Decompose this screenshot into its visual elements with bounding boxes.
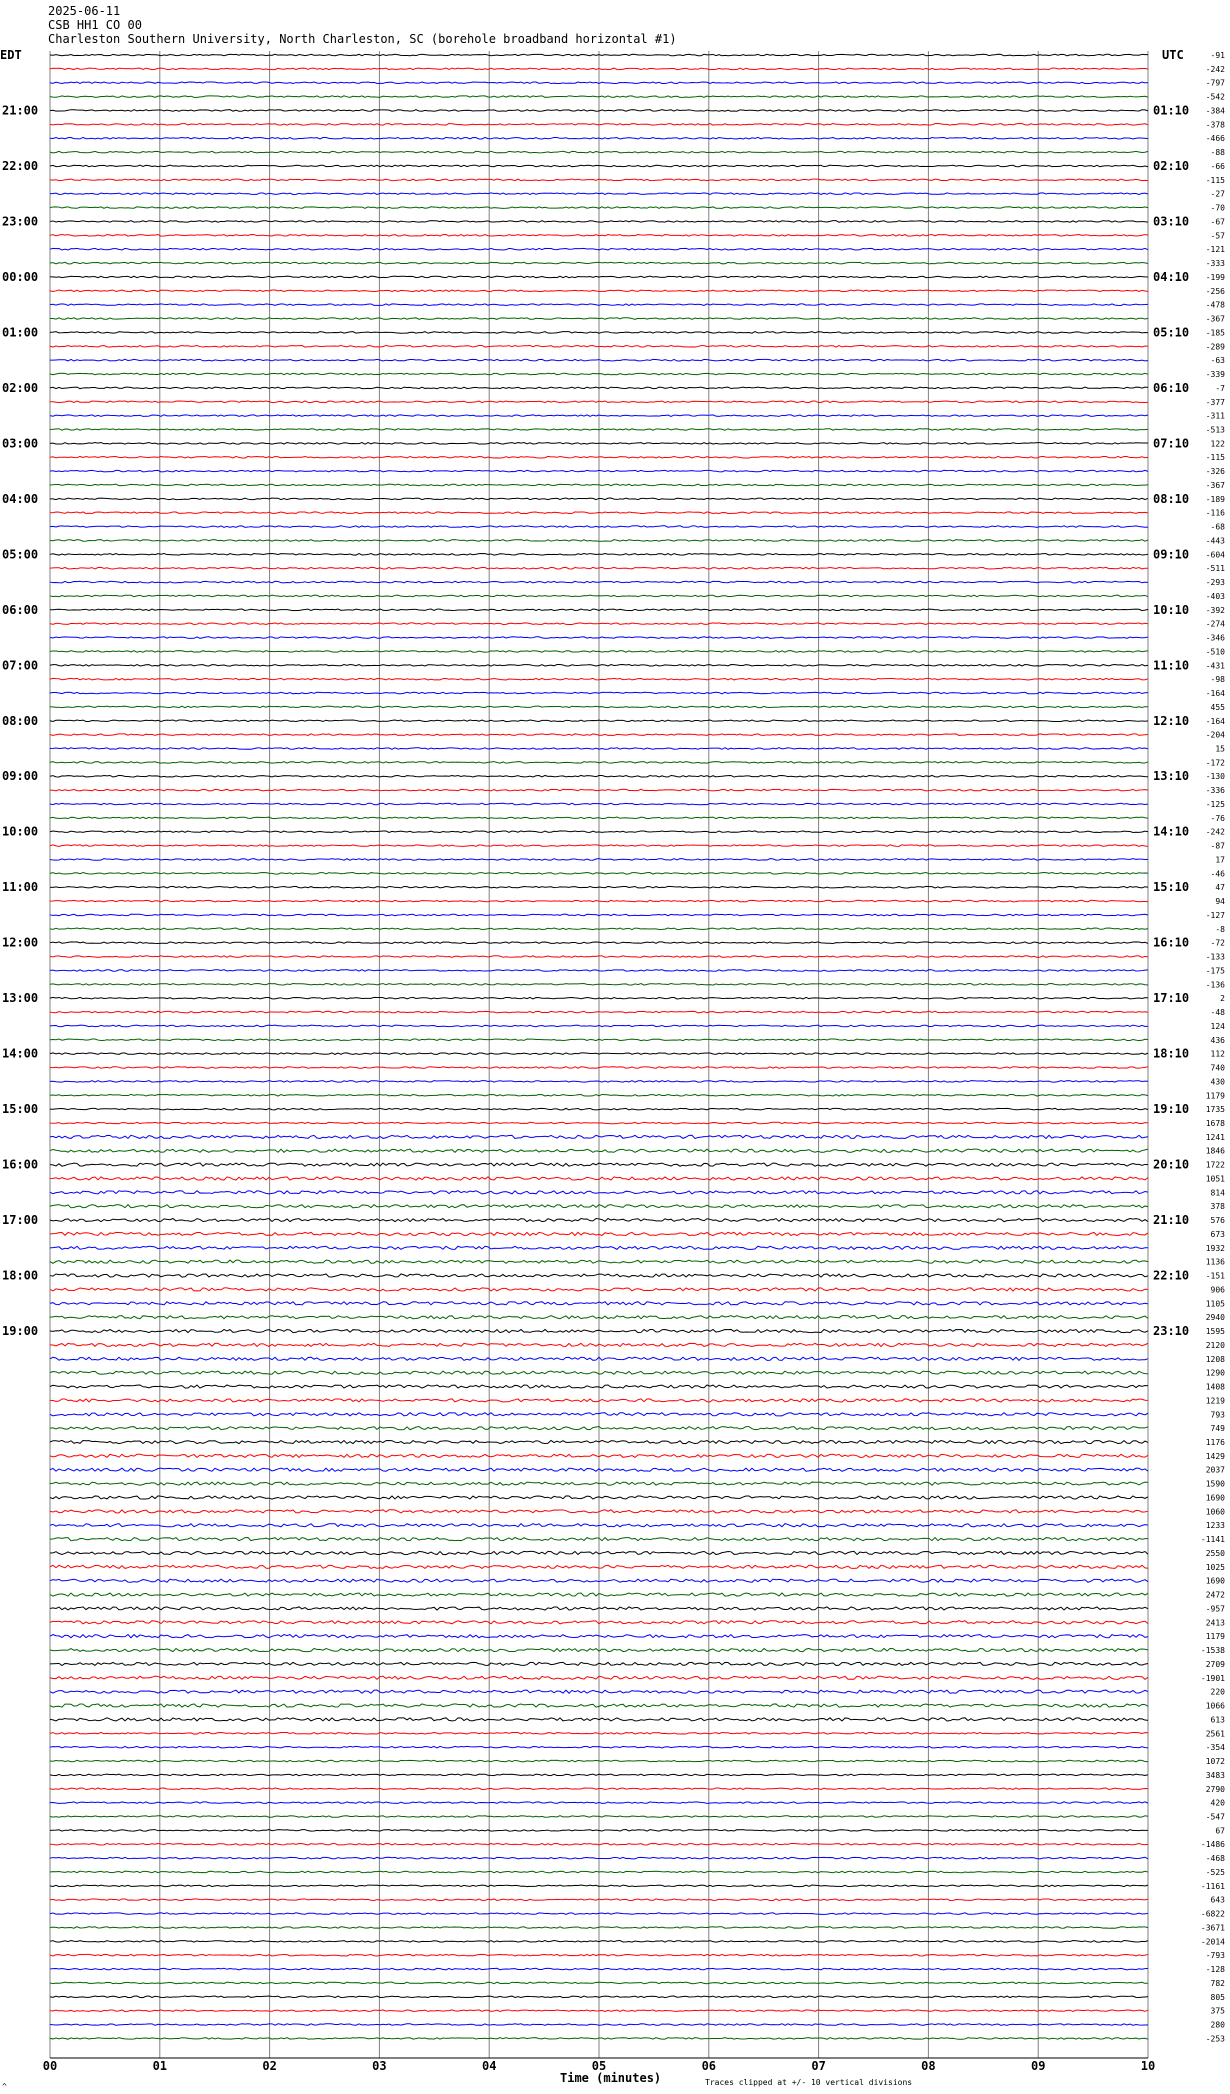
trace-offset-label: 1678 (1205, 1118, 1225, 1128)
right-hour-label: 14:10 (1153, 824, 1190, 839)
trace-offset-label: 112 (1210, 1049, 1225, 1059)
left-hour-label: 19:00 (2, 1324, 39, 1339)
trace-offset-label: -125 (1205, 799, 1225, 809)
trace-offset-label: -242 (1205, 827, 1225, 837)
trace-offset-label: -121 (1205, 245, 1225, 255)
trace-offset-label: 1408 (1205, 1382, 1225, 1392)
trace-offset-label: -957 (1205, 1604, 1225, 1614)
trace-offset-label: -431 (1205, 661, 1225, 671)
trace-offset-label: -67 (1210, 217, 1225, 227)
trace-offset-label: -242 (1205, 64, 1225, 74)
trace-offset-label: -1486 (1200, 1840, 1225, 1850)
trace-offset-label: 124 (1210, 1021, 1225, 1031)
trace-offset-label: -91 (1210, 51, 1225, 60)
right-hour-label: 07:10 (1153, 436, 1190, 451)
trace-offset-label: 2790 (1205, 1784, 1225, 1794)
trace-offset-label: 2561 (1205, 1729, 1225, 1739)
trace-offset-label: 1241 (1205, 1132, 1225, 1142)
location-label: Charleston Southern University, North Charleston, SC (borehole broadband horizontal #1) (48, 32, 677, 46)
trace-offset-label: -367 (1205, 314, 1225, 324)
left-hour-label: 05:00 (2, 547, 39, 562)
trace-offset-label: -130 (1205, 772, 1225, 782)
trace-offset-label: 1060 (1205, 1507, 1225, 1517)
trace-offset-label: 1690 (1205, 1576, 1225, 1586)
right-hour-label: 10:10 (1153, 602, 1190, 617)
trace-offset-label: -116 (1205, 508, 1225, 518)
right-hour-label: 16:10 (1153, 935, 1190, 950)
right-hour-label: 22:10 (1153, 1268, 1190, 1283)
trace-offset-label: -87 (1210, 841, 1225, 851)
right-hour-label: 17:10 (1153, 991, 1190, 1006)
left-hour-label: 00:00 (2, 269, 39, 284)
right-hour-label: 18:10 (1153, 1046, 1190, 1061)
trace-offset-label: -326 (1205, 467, 1225, 477)
trace-offset-label: 280 (1210, 2020, 1225, 2030)
trace-offset-label: -797 (1205, 78, 1225, 88)
left-hour-label: 18:00 (2, 1268, 39, 1283)
right-timezone-label: UTC (1162, 48, 1184, 62)
left-hour-label: 09:00 (2, 769, 39, 784)
trace-offset-label: 1219 (1205, 1396, 1225, 1406)
trace-offset-label: 375 (1210, 2006, 1225, 2016)
trace-offset-label: -333 (1205, 259, 1225, 269)
trace-offset-label: 455 (1210, 702, 1225, 712)
trace-offset-label: -133 (1205, 952, 1225, 962)
trace-offset-label: 420 (1210, 1798, 1225, 1808)
right-hour-label: 03:10 (1153, 214, 1190, 229)
trace-offset-label: 673 (1210, 1229, 1225, 1239)
x-tick-label: 09 (1030, 2059, 1046, 2073)
trace-offset-label: 814 (1210, 1188, 1225, 1198)
trace-offset-label: -367 (1205, 480, 1225, 490)
trace-offset-label: 1735 (1205, 1105, 1225, 1115)
trace-offset-label: 15 (1215, 744, 1225, 754)
trace-offset-label: -66 (1210, 161, 1225, 171)
trace-offset-label: -1538 (1200, 1646, 1225, 1656)
trace-offset-label: 1932 (1205, 1243, 1225, 1253)
right-hour-label: 19:10 (1153, 1102, 1190, 1117)
trace-offset-label: 436 (1210, 1035, 1225, 1045)
trace-offset-label: -8 (1215, 924, 1225, 934)
left-hour-label: 16:00 (2, 1157, 39, 1172)
right-hour-label: 06:10 (1153, 380, 1190, 395)
x-tick-label: 07 (811, 2059, 826, 2073)
trace-offset-label: -377 (1205, 397, 1225, 407)
right-hour-label: 15:10 (1153, 880, 1190, 895)
right-hour-label: 05:10 (1153, 325, 1190, 340)
trace-offset-label: -172 (1205, 758, 1225, 768)
right-hour-label: 02:10 (1153, 158, 1190, 173)
left-hour-label: 13:00 (2, 991, 39, 1006)
trace-offset-label: 430 (1210, 1077, 1225, 1087)
left-hour-label: 15:00 (2, 1102, 39, 1117)
left-hour-label: 04:00 (2, 491, 39, 506)
trace-offset-label: -510 (1205, 647, 1225, 657)
x-tick-label: 01 (152, 2059, 168, 2073)
x-tick-label: 03 (372, 2059, 387, 2073)
trace-offset-label: -115 (1205, 453, 1225, 463)
trace-offset-label: -1141 (1200, 1535, 1225, 1545)
trace-offset-label: -378 (1205, 120, 1225, 130)
trace-offset-label: 1590 (1205, 1479, 1225, 1489)
left-hour-label: 03:00 (2, 436, 39, 451)
trace-offset-label: -88 (1210, 148, 1225, 158)
trace-offset-label: 1051 (1205, 1174, 1225, 1184)
trace-offset-label: -346 (1205, 633, 1225, 643)
x-tick-label: 06 (701, 2059, 717, 2073)
trace-offset-label: 576 (1210, 1216, 1225, 1226)
trace-offset-label: -289 (1205, 342, 1225, 352)
trace-offset-label: 1846 (1205, 1146, 1225, 1156)
trace-offset-label: -293 (1205, 578, 1225, 588)
trace-offset-label: -513 (1205, 425, 1225, 435)
left-hour-label: 07:00 (2, 658, 39, 673)
trace-offset-label: 1179 (1205, 1091, 1225, 1101)
trace-offset-label: -392 (1205, 605, 1225, 615)
trace-offset-label: -511 (1205, 564, 1225, 574)
right-hour-label: 08:10 (1153, 491, 1190, 506)
left-hour-label: 06:00 (2, 602, 39, 617)
x-tick-label: 08 (921, 2059, 936, 2073)
trace-offset-label: 2550 (1205, 1548, 1225, 1558)
left-hour-label: 22:00 (2, 158, 39, 173)
trace-offset-label: 2472 (1205, 1590, 1225, 1600)
left-timezone-label: EDT (0, 48, 22, 62)
left-hour-label: 23:00 (2, 214, 39, 229)
trace-offset-label: -466 (1205, 134, 1225, 144)
left-hour-label: 11:00 (2, 880, 39, 895)
trace-offset-label: -68 (1210, 522, 1225, 532)
trace-offset-label: -3671 (1200, 1923, 1225, 1933)
trace-offset-label: 1072 (1205, 1757, 1225, 1767)
trace-offset-label: -6822 (1200, 1909, 1225, 1919)
right-hour-label: 21:10 (1153, 1213, 1190, 1228)
trace-offset-label: 793 (1210, 1410, 1225, 1420)
trace-offset-label: -115 (1205, 175, 1225, 185)
trace-offset-label: -443 (1205, 536, 1225, 546)
x-tick-label: 02 (262, 2059, 277, 2073)
trace-offset-label: -793 (1205, 1951, 1225, 1961)
trace-offset-label: 378 (1210, 1202, 1225, 1212)
station-label: CSB HH1 CO 00 (48, 18, 142, 32)
trace-offset-label: -57 (1210, 231, 1225, 241)
trace-offset-label: -175 (1205, 966, 1225, 976)
left-hour-label: 12:00 (2, 935, 39, 950)
trace-offset-label: -151 (1205, 1271, 1225, 1281)
trace-offset-label: -384 (1205, 106, 1225, 116)
trace-offset-label: -354 (1205, 1743, 1225, 1753)
trace-offset-label: 1025 (1205, 1562, 1225, 1572)
right-hour-label: 11:10 (1153, 658, 1190, 673)
trace-offset-label: 1429 (1205, 1451, 1225, 1461)
trace-offset-label: 67 (1215, 1826, 1225, 1836)
right-hour-label: 13:10 (1153, 769, 1190, 784)
trace-offset-label: -76 (1210, 813, 1225, 823)
trace-offset-label: 1290 (1205, 1368, 1225, 1378)
left-hour-label: 08:00 (2, 713, 39, 728)
trace-offset-label: 2709 (1205, 1659, 1225, 1669)
left-hour-label: 17:00 (2, 1213, 39, 1228)
trace-offset-label: 1595 (1205, 1327, 1225, 1337)
trace-offset-label: -98 (1210, 675, 1225, 685)
x-tick-label: 05 (591, 2059, 607, 2073)
date-label: 2025-06-11 (48, 4, 121, 18)
left-hour-label: 02:00 (2, 380, 39, 395)
trace-offset-label: -525 (1205, 1867, 1225, 1877)
trace-offset-label: -547 (1205, 1812, 1225, 1822)
trace-offset-label: -63 (1210, 356, 1225, 366)
trace-offset-label: -542 (1205, 92, 1225, 102)
trace-offset-label: -403 (1205, 591, 1225, 601)
trace-offset-label: -199 (1205, 272, 1225, 282)
right-hour-label: 04:10 (1153, 269, 1190, 284)
trace-offset-label: -185 (1205, 328, 1225, 338)
trace-offset-label: -2014 (1200, 1937, 1225, 1947)
trace-offset-label: 1136 (1205, 1257, 1225, 1267)
trace-offset-label: 220 (1210, 1687, 1225, 1697)
clipping-note: Traces clipped at +/- 10 vertical divisions (705, 2078, 913, 2087)
trace-offset-label: 2413 (1205, 1618, 1225, 1628)
trace-offset-label: -311 (1205, 411, 1225, 421)
trace-offset-label: -70 (1210, 203, 1225, 213)
trace-offset-label: 643 (1210, 1895, 1225, 1905)
trace-offset-label: -164 (1205, 689, 1225, 699)
right-hour-label: 23:10 (1153, 1324, 1190, 1339)
trace-offset-label: -604 (1205, 550, 1225, 560)
left-hour-label: 01:00 (2, 325, 39, 340)
right-hour-label: 20:10 (1153, 1157, 1190, 1172)
trace-offset-label: 906 (1210, 1285, 1225, 1295)
trace-offset-label: -127 (1205, 910, 1225, 920)
trace-offset-label: 2 (1220, 994, 1225, 1004)
trace-offset-label: -46 (1210, 869, 1225, 879)
trace-offset-label: -1161 (1200, 1881, 1225, 1891)
trace-offset-label: 1179 (1205, 1632, 1225, 1642)
x-tick-label: 10 (1140, 2059, 1156, 2073)
trace-offset-label: -478 (1205, 300, 1225, 310)
trace-offset-label: -27 (1210, 189, 1225, 199)
trace-offset-label: -253 (1205, 2034, 1225, 2044)
right-hour-label: 09:10 (1153, 547, 1190, 562)
corner-mark: ^ (2, 2082, 7, 2091)
trace-offset-label: 805 (1210, 1992, 1225, 2002)
trace-offset-label: 122 (1210, 439, 1225, 449)
trace-offset-label: -128 (1205, 1965, 1225, 1975)
trace-offset-label: -204 (1205, 730, 1225, 740)
trace-offset-label: -468 (1205, 1854, 1225, 1864)
trace-offset-label: 1233 (1205, 1521, 1225, 1531)
trace-offset-label: 2120 (1205, 1340, 1225, 1350)
trace-offset-label: 1208 (1205, 1354, 1225, 1364)
trace-offset-label: 3483 (1205, 1770, 1225, 1780)
left-hour-label: 21:00 (2, 103, 39, 118)
trace-offset-label: 2940 (1205, 1313, 1225, 1323)
trace-offset-label: 1690 (1205, 1493, 1225, 1503)
trace-offset-label: -336 (1205, 786, 1225, 796)
trace-offset-label: -339 (1205, 370, 1225, 380)
trace-offset-label: -1901 (1200, 1673, 1225, 1683)
trace-offset-label: -274 (1205, 619, 1225, 629)
trace-offset-label: 749 (1210, 1424, 1225, 1434)
trace-offset-label: 1722 (1205, 1160, 1225, 1170)
left-hour-label: 14:00 (2, 1046, 39, 1061)
trace-offset-label: -72 (1210, 938, 1225, 948)
trace-offset-label: 782 (1210, 1978, 1225, 1988)
trace-offset-label: -136 (1205, 980, 1225, 990)
trace-offset-label: 1176 (1205, 1438, 1225, 1447)
right-hour-label: 12:10 (1153, 713, 1190, 728)
trace-offset-label: 17 (1215, 855, 1225, 865)
trace-offset-label: 1105 (1205, 1299, 1225, 1309)
trace-offset-label: 1066 (1205, 1701, 1225, 1711)
trace-offset-label: -7 (1215, 383, 1225, 393)
x-tick-label: 04 (481, 2059, 497, 2073)
trace-offset-label: 740 (1210, 1063, 1225, 1073)
trace-offset-label: -164 (1205, 716, 1225, 726)
right-hour-label: 01:10 (1153, 103, 1190, 118)
x-axis-label: Time (minutes) (560, 2071, 662, 2085)
trace-offset-label: 94 (1215, 897, 1225, 907)
trace-offset-label: -189 (1205, 494, 1225, 504)
left-hour-label: 10:00 (2, 824, 39, 839)
trace-offset-label: 2037 (1205, 1465, 1225, 1475)
trace-offset-label: 47 (1215, 883, 1225, 893)
trace-offset-label: -256 (1205, 286, 1225, 296)
trace-offset-label: 613 (1210, 1715, 1225, 1725)
x-tick-label: 00 (42, 2059, 58, 2073)
trace-offset-label: -48 (1210, 1008, 1225, 1018)
